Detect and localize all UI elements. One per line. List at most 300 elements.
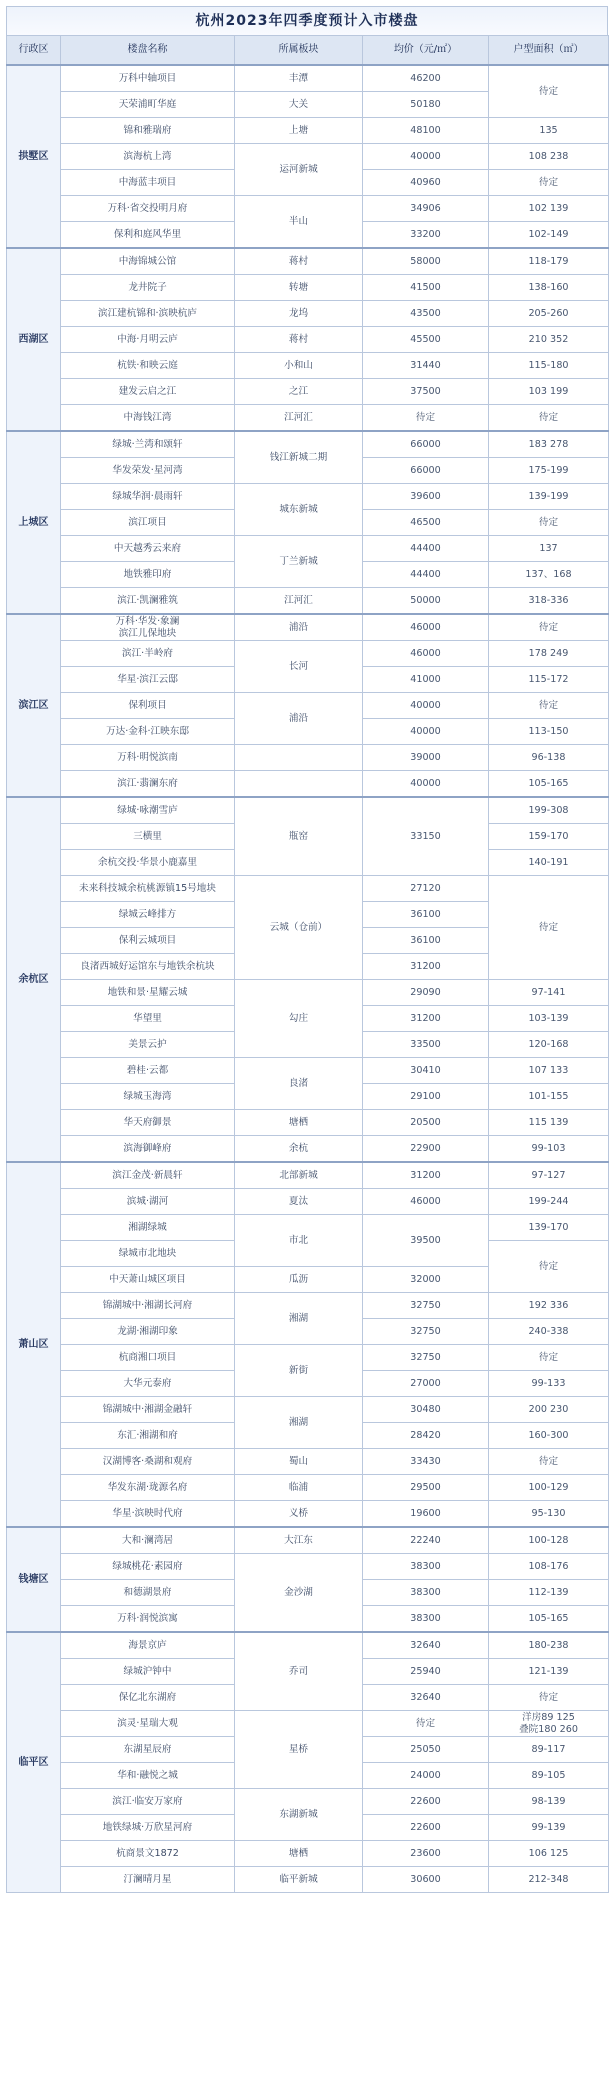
table-row — [7, 771, 609, 798]
header-district: 行政区 — [7, 36, 61, 66]
district-cell: 拱墅区 — [7, 65, 61, 248]
project-name-cell: 建发云启之江 — [61, 379, 235, 405]
zone-cell: 大关 — [235, 92, 363, 118]
table-row — [7, 980, 609, 1006]
area-cell: 待定 — [489, 876, 609, 980]
area-cell: 137 — [489, 536, 609, 562]
price-cell: 31200 — [363, 954, 489, 980]
area-cell: 118-179 — [489, 248, 609, 275]
area-cell: 100-129 — [489, 1475, 609, 1501]
price-cell: 30410 — [363, 1058, 489, 1084]
area-cell: 115-180 — [489, 353, 609, 379]
price-cell: 34906 — [363, 196, 489, 222]
price-cell: 46200 — [363, 65, 489, 92]
project-name-cell: 华和·融悦之城 — [61, 1763, 235, 1789]
project-name-cell: 天荣浦町华庭 — [61, 92, 235, 118]
zone-cell: 江河汇 — [235, 588, 363, 615]
project-name-cell: 余杭交投·华景小鹿嘉里 — [61, 850, 235, 876]
table-row — [7, 1110, 609, 1136]
zone-cell: 半山 — [235, 196, 363, 249]
project-name-cell: 三横里 — [61, 824, 235, 850]
table-row — [7, 1215, 609, 1241]
price-cell: 58000 — [363, 248, 489, 275]
district-cell: 萧山区 — [7, 1162, 61, 1527]
project-name-cell: 华天府御景 — [61, 1110, 235, 1136]
table-row — [7, 745, 609, 771]
zone-cell: 浦沿 — [235, 693, 363, 745]
area-cell: 99-139 — [489, 1815, 609, 1841]
zone-cell: 浦沿 — [235, 614, 363, 641]
project-name-cell: 滨海御峰府 — [61, 1136, 235, 1163]
table-row — [7, 379, 609, 405]
price-cell: 待定 — [363, 405, 489, 432]
area-cell: 138-160 — [489, 275, 609, 301]
project-name-cell: 中海钱江湾 — [61, 405, 235, 432]
price-cell: 38300 — [363, 1580, 489, 1606]
zone-cell: 云城（仓前） — [235, 876, 363, 980]
table-row — [7, 614, 609, 641]
area-cell: 108-176 — [489, 1554, 609, 1580]
district-cell: 滨江区 — [7, 614, 61, 797]
price-cell: 25050 — [363, 1737, 489, 1763]
area-cell: 159-170 — [489, 824, 609, 850]
price-cell: 66000 — [363, 431, 489, 458]
price-cell: 40960 — [363, 170, 489, 196]
district-cell: 钱塘区 — [7, 1527, 61, 1632]
table-row — [7, 405, 609, 432]
project-name-cell: 中海锦城公馆 — [61, 248, 235, 275]
price-cell: 29100 — [363, 1084, 489, 1110]
project-name-cell: 湘湖绿城 — [61, 1215, 235, 1241]
zone-cell: 余杭 — [235, 1136, 363, 1163]
price-cell: 39600 — [363, 484, 489, 510]
table-row — [7, 1841, 609, 1867]
project-name-cell: 保利项目 — [61, 693, 235, 719]
zone-cell: 大江东 — [235, 1527, 363, 1554]
table-row — [7, 1293, 609, 1319]
district-cell: 西湖区 — [7, 248, 61, 431]
price-cell: 40000 — [363, 771, 489, 798]
project-name-cell: 良渚西城好运馆东与地铁余杭块 — [61, 954, 235, 980]
zone-cell: 丰潭 — [235, 65, 363, 92]
price-cell: 32750 — [363, 1319, 489, 1345]
header-area: 户型面积（㎡） — [489, 36, 609, 66]
price-cell: 36100 — [363, 902, 489, 928]
area-cell: 205-260 — [489, 301, 609, 327]
project-name-cell: 美景云护 — [61, 1032, 235, 1058]
zone-cell: 江河汇 — [235, 405, 363, 432]
project-name-cell: 锦和雅瑞府 — [61, 118, 235, 144]
price-cell: 38300 — [363, 1554, 489, 1580]
project-name-cell: 万科·华发·象澜 滨江儿保地块 — [61, 614, 235, 641]
table-row — [7, 1527, 609, 1554]
project-name-cell: 保利云城项目 — [61, 928, 235, 954]
project-name-cell: 滨江金茂·新晨轩 — [61, 1162, 235, 1189]
project-name-cell: 万科中轴项目 — [61, 65, 235, 92]
area-cell: 97-141 — [489, 980, 609, 1006]
project-name-cell: 龙井院子 — [61, 275, 235, 301]
table-row — [7, 693, 609, 719]
project-name-cell: 海景京庐 — [61, 1632, 235, 1659]
project-name-cell: 中天萧山城区项目 — [61, 1267, 235, 1293]
zone-cell: 湘湖 — [235, 1397, 363, 1449]
project-name-cell: 中海·月明云庐 — [61, 327, 235, 353]
area-cell: 102-149 — [489, 222, 609, 249]
price-cell: 66000 — [363, 458, 489, 484]
area-cell: 待定 — [489, 1345, 609, 1371]
zone-cell: 小和山 — [235, 353, 363, 379]
zone-cell: 良渚 — [235, 1058, 363, 1110]
table-title: 杭州2023年四季度预计入市楼盘 — [6, 6, 608, 35]
area-cell: 待定 — [489, 510, 609, 536]
zone-cell: 市北 — [235, 1215, 363, 1267]
price-cell: 29090 — [363, 980, 489, 1006]
price-cell: 30600 — [363, 1867, 489, 1893]
project-name-cell: 杭铁·和映云庭 — [61, 353, 235, 379]
price-cell: 46000 — [363, 1189, 489, 1215]
price-cell: 22600 — [363, 1815, 489, 1841]
project-name-cell: 滨城·湖河 — [61, 1189, 235, 1215]
zone-cell: 蜀山 — [235, 1449, 363, 1475]
table-row — [7, 1554, 609, 1580]
table-row — [7, 118, 609, 144]
area-cell: 121-139 — [489, 1659, 609, 1685]
project-name-cell: 未来科技城余杭桃源镇15号地块 — [61, 876, 235, 902]
area-cell: 103-139 — [489, 1006, 609, 1032]
table-row — [7, 275, 609, 301]
table-row — [7, 1449, 609, 1475]
table-row — [7, 301, 609, 327]
price-cell: 19600 — [363, 1501, 489, 1528]
zone-cell: 临浦 — [235, 1475, 363, 1501]
project-name-cell: 滨江·翡澜东府 — [61, 771, 235, 798]
header-name: 楼盘名称 — [61, 36, 235, 66]
area-cell: 100-128 — [489, 1527, 609, 1554]
zone-cell — [235, 745, 363, 771]
project-name-cell: 杭商景文1872 — [61, 1841, 235, 1867]
price-cell: 43500 — [363, 301, 489, 327]
area-cell: 318-336 — [489, 588, 609, 615]
price-cell: 31200 — [363, 1006, 489, 1032]
project-name-cell: 大华元泰府 — [61, 1371, 235, 1397]
area-cell: 103 199 — [489, 379, 609, 405]
area-cell: 待定 — [489, 1685, 609, 1711]
area-cell: 95-130 — [489, 1501, 609, 1528]
price-cell: 46000 — [363, 614, 489, 641]
project-name-cell: 万达·金科·江映东邸 — [61, 719, 235, 745]
header-zone: 所属板块 — [235, 36, 363, 66]
area-cell: 97-127 — [489, 1162, 609, 1189]
project-name-cell: 东汇·湘湖和府 — [61, 1423, 235, 1449]
price-cell: 33150 — [363, 797, 489, 876]
area-cell: 102 139 — [489, 196, 609, 222]
project-name-cell: 绿城沪钟中 — [61, 1659, 235, 1685]
project-name-cell: 华星·滨江云邸 — [61, 667, 235, 693]
price-cell: 待定 — [363, 1711, 489, 1737]
zone-cell: 义桥 — [235, 1501, 363, 1528]
area-cell: 113-150 — [489, 719, 609, 745]
price-cell: 20500 — [363, 1110, 489, 1136]
area-cell: 108 238 — [489, 144, 609, 170]
area-cell: 240-338 — [489, 1319, 609, 1345]
zone-cell: 蒋村 — [235, 327, 363, 353]
area-cell: 200 230 — [489, 1397, 609, 1423]
project-name-cell: 保亿北东湖府 — [61, 1685, 235, 1711]
area-cell: 待定 — [489, 405, 609, 432]
project-name-cell: 华星·滨映时代府 — [61, 1501, 235, 1528]
project-name-cell: 地铁绿城·万欣星河府 — [61, 1815, 235, 1841]
price-cell: 23600 — [363, 1841, 489, 1867]
table-row — [7, 196, 609, 222]
area-cell: 待定 — [489, 1241, 609, 1293]
table-row — [7, 1501, 609, 1528]
table-row — [7, 1345, 609, 1371]
project-name-cell: 中海蓝丰项目 — [61, 170, 235, 196]
table-row — [7, 144, 609, 170]
area-cell: 120-168 — [489, 1032, 609, 1058]
price-cell: 22900 — [363, 1136, 489, 1163]
zone-cell: 运河新城 — [235, 144, 363, 196]
project-name-cell: 绿城·咏潮雪庐 — [61, 797, 235, 824]
price-cell: 32750 — [363, 1293, 489, 1319]
price-cell: 31200 — [363, 1162, 489, 1189]
table-body — [7, 65, 609, 1893]
table-row — [7, 1189, 609, 1215]
project-name-cell: 中天越秀云来府 — [61, 536, 235, 562]
project-name-cell: 地铁雅印府 — [61, 562, 235, 588]
price-cell: 22600 — [363, 1789, 489, 1815]
table-row — [7, 1136, 609, 1163]
area-cell: 106 125 — [489, 1841, 609, 1867]
area-cell: 107 133 — [489, 1058, 609, 1084]
project-name-cell: 万科·明悦滨南 — [61, 745, 235, 771]
price-cell: 40000 — [363, 719, 489, 745]
zone-cell: 瓶窑 — [235, 797, 363, 876]
table-row — [7, 484, 609, 510]
zone-cell: 丁兰新城 — [235, 536, 363, 588]
price-cell: 32640 — [363, 1632, 489, 1659]
area-cell: 待定 — [489, 170, 609, 196]
price-cell: 22240 — [363, 1527, 489, 1554]
table-row — [7, 327, 609, 353]
project-name-cell: 碧桂·云都 — [61, 1058, 235, 1084]
price-cell: 44400 — [363, 562, 489, 588]
table-row — [7, 641, 609, 667]
project-name-cell: 滨江项目 — [61, 510, 235, 536]
area-cell: 洋房89 125 叠院180 260 — [489, 1711, 609, 1737]
area-cell: 115-172 — [489, 667, 609, 693]
area-cell: 140-191 — [489, 850, 609, 876]
table-row — [7, 65, 609, 92]
price-cell: 39000 — [363, 745, 489, 771]
zone-cell: 转塘 — [235, 275, 363, 301]
zone-cell: 长河 — [235, 641, 363, 693]
area-cell: 89-105 — [489, 1763, 609, 1789]
area-cell: 175-199 — [489, 458, 609, 484]
area-cell: 139-170 — [489, 1215, 609, 1241]
area-cell: 212-348 — [489, 1867, 609, 1893]
zone-cell: 塘栖 — [235, 1841, 363, 1867]
listings-table — [6, 35, 609, 1893]
price-cell: 27120 — [363, 876, 489, 902]
project-name-cell: 地铁和景·星耀云城 — [61, 980, 235, 1006]
price-cell: 40000 — [363, 144, 489, 170]
zone-cell: 夏汰 — [235, 1189, 363, 1215]
price-cell: 32000 — [363, 1267, 489, 1293]
price-cell: 27000 — [363, 1371, 489, 1397]
price-cell: 41500 — [363, 275, 489, 301]
table-row — [7, 536, 609, 562]
area-cell: 99-103 — [489, 1136, 609, 1163]
project-name-cell: 滨江建杭锦和·滨映杭庐 — [61, 301, 235, 327]
price-cell: 36100 — [363, 928, 489, 954]
price-cell: 30480 — [363, 1397, 489, 1423]
table-row — [7, 1632, 609, 1659]
area-cell: 192 336 — [489, 1293, 609, 1319]
project-name-cell: 华发荣发·星河湾 — [61, 458, 235, 484]
header-row — [7, 36, 609, 66]
zone-cell: 金沙湖 — [235, 1554, 363, 1633]
project-name-cell: 滨江·半岭府 — [61, 641, 235, 667]
table-row — [7, 876, 609, 902]
table-row — [7, 797, 609, 824]
area-cell: 180-238 — [489, 1632, 609, 1659]
price-cell: 33500 — [363, 1032, 489, 1058]
project-name-cell: 华发东湖·珑源名府 — [61, 1475, 235, 1501]
price-cell: 31440 — [363, 353, 489, 379]
project-name-cell: 东湖星辰府 — [61, 1737, 235, 1763]
price-cell: 40000 — [363, 693, 489, 719]
price-cell: 32640 — [363, 1685, 489, 1711]
zone-cell: 东湖新城 — [235, 1789, 363, 1841]
price-cell: 32750 — [363, 1345, 489, 1371]
price-cell: 24000 — [363, 1763, 489, 1789]
zone-cell: 星桥 — [235, 1711, 363, 1789]
header-price: 均价（元/㎡） — [363, 36, 489, 66]
area-cell: 210 352 — [489, 327, 609, 353]
zone-cell: 龙坞 — [235, 301, 363, 327]
table-row — [7, 1789, 609, 1815]
area-cell: 99-133 — [489, 1371, 609, 1397]
project-name-cell: 万科·润悦滨寓 — [61, 1606, 235, 1633]
area-cell: 139-199 — [489, 484, 609, 510]
area-cell: 待定 — [489, 65, 609, 118]
price-cell: 45500 — [363, 327, 489, 353]
project-name-cell: 杭商湘口项目 — [61, 1345, 235, 1371]
table-row — [7, 353, 609, 379]
area-cell: 105-165 — [489, 771, 609, 798]
zone-cell — [235, 771, 363, 798]
project-name-cell: 绿城桃花·素园府 — [61, 1554, 235, 1580]
project-name-cell: 保利和庭风华里 — [61, 222, 235, 249]
table-row — [7, 1058, 609, 1084]
price-cell: 29500 — [363, 1475, 489, 1501]
area-cell: 199-308 — [489, 797, 609, 824]
table-row — [7, 431, 609, 458]
area-cell: 96-138 — [489, 745, 609, 771]
price-cell: 33200 — [363, 222, 489, 249]
zone-cell: 瓜沥 — [235, 1267, 363, 1293]
price-cell: 46500 — [363, 510, 489, 536]
project-name-cell: 滨江·临安万家府 — [61, 1789, 235, 1815]
district-cell: 余杭区 — [7, 797, 61, 1162]
table-row — [7, 1867, 609, 1893]
project-name-cell: 锦湖城中·湘湖长河府 — [61, 1293, 235, 1319]
project-name-cell: 万科·省交投明月府 — [61, 196, 235, 222]
zone-cell: 新街 — [235, 1345, 363, 1397]
project-name-cell: 绿城华润·晨雨轩 — [61, 484, 235, 510]
project-name-cell: 绿城玉海湾 — [61, 1084, 235, 1110]
project-name-cell: 绿城云峰排方 — [61, 902, 235, 928]
district-cell: 上城区 — [7, 431, 61, 614]
project-name-cell: 汀澜晴月星 — [61, 1867, 235, 1893]
area-cell: 135 — [489, 118, 609, 144]
price-cell: 44400 — [363, 536, 489, 562]
area-cell: 105-165 — [489, 1606, 609, 1633]
project-name-cell: 滨江·凯澜雅筑 — [61, 588, 235, 615]
area-cell: 待定 — [489, 693, 609, 719]
zone-cell: 塘栖 — [235, 1110, 363, 1136]
zone-cell: 北部新城 — [235, 1162, 363, 1189]
area-cell: 101-155 — [489, 1084, 609, 1110]
zone-cell: 上塘 — [235, 118, 363, 144]
zone-cell: 城东新城 — [235, 484, 363, 536]
zone-cell: 湘湖 — [235, 1293, 363, 1345]
project-name-cell: 滨灵·星瑞大观 — [61, 1711, 235, 1737]
zone-cell: 钱江新城二期 — [235, 431, 363, 484]
area-cell: 112-139 — [489, 1580, 609, 1606]
price-cell: 50180 — [363, 92, 489, 118]
area-cell: 待定 — [489, 614, 609, 641]
area-cell: 89-117 — [489, 1737, 609, 1763]
district-cell: 临平区 — [7, 1632, 61, 1893]
area-cell: 199-244 — [489, 1189, 609, 1215]
table-row — [7, 588, 609, 615]
price-cell: 39500 — [363, 1215, 489, 1267]
zone-cell: 乔司 — [235, 1632, 363, 1711]
price-cell: 46000 — [363, 641, 489, 667]
table-row — [7, 1475, 609, 1501]
project-name-cell: 绿城市北地块 — [61, 1241, 235, 1267]
table-row — [7, 1397, 609, 1423]
zone-cell: 勾庄 — [235, 980, 363, 1058]
price-cell: 33430 — [363, 1449, 489, 1475]
area-cell: 178 249 — [489, 641, 609, 667]
area-cell: 160-300 — [489, 1423, 609, 1449]
zone-cell: 临平新城 — [235, 1867, 363, 1893]
zone-cell: 之江 — [235, 379, 363, 405]
project-name-cell: 绿城·兰湾和颂轩 — [61, 431, 235, 458]
project-name-cell: 大和·澜湾居 — [61, 1527, 235, 1554]
table-row — [7, 248, 609, 275]
price-cell: 38300 — [363, 1606, 489, 1633]
table-row — [7, 1711, 609, 1737]
price-cell: 37500 — [363, 379, 489, 405]
project-name-cell: 华望里 — [61, 1006, 235, 1032]
project-name-cell: 龙湖·湘湖印象 — [61, 1319, 235, 1345]
price-cell: 50000 — [363, 588, 489, 615]
zone-cell: 蒋村 — [235, 248, 363, 275]
area-cell: 115 139 — [489, 1110, 609, 1136]
area-cell: 183 278 — [489, 431, 609, 458]
project-name-cell: 汉湖博客·桑湖和观府 — [61, 1449, 235, 1475]
project-name-cell: 和德湖景府 — [61, 1580, 235, 1606]
price-cell: 28420 — [363, 1423, 489, 1449]
table-row — [7, 1162, 609, 1189]
project-name-cell: 锦湖城中·湘湖金融轩 — [61, 1397, 235, 1423]
area-cell: 待定 — [489, 1449, 609, 1475]
price-cell: 48100 — [363, 118, 489, 144]
